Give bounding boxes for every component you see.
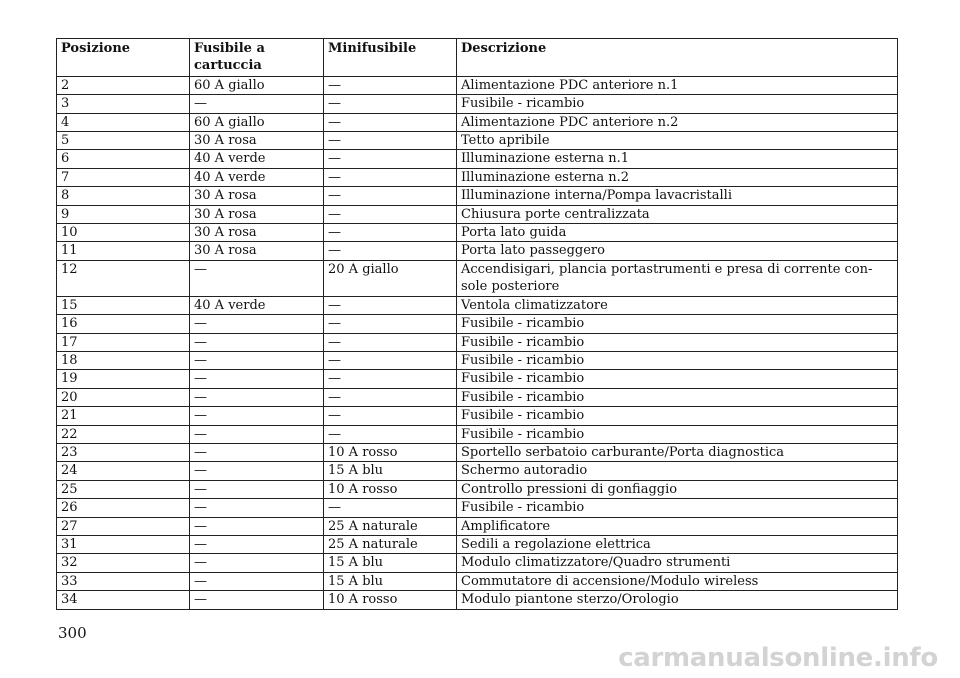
cell-mini-fuse: — [324, 187, 457, 205]
cell-description: Illuminazione esterna n.1 [457, 150, 898, 168]
cell-position: 8 [57, 187, 190, 205]
cell-cartridge-fuse: 30 A rosa [190, 187, 324, 205]
table-row [57, 205, 898, 223]
cell-mini-fuse: — [324, 499, 457, 517]
cell-position: 20 [57, 388, 190, 406]
cell-description: Sportello serbatoio carburante/Porta diagnostica [457, 443, 898, 461]
cell-description: Sedili a regolazione elettrica [457, 535, 898, 553]
table-row [57, 499, 898, 517]
cell-mini-fuse: 25 A naturale [324, 535, 457, 553]
cell-mini-fuse: 10 A rosso [324, 480, 457, 498]
cell-description: Modulo climatizzatore/Quadro strumenti [457, 554, 898, 572]
cell-position: 7 [57, 168, 190, 186]
cell-description: Fusibile - ricambio [457, 388, 898, 406]
table-row [57, 554, 898, 572]
cell-cartridge-fuse: — [190, 425, 324, 443]
cell-mini-fuse: — [324, 242, 457, 260]
table-row [57, 425, 898, 443]
cell-position: 3 [57, 95, 190, 113]
cell-mini-fuse: 15 A blu [324, 572, 457, 590]
header-description: Descrizione [457, 39, 898, 77]
table-row [57, 333, 898, 351]
cell-mini-fuse: — [324, 113, 457, 131]
cell-position: 21 [57, 407, 190, 425]
table-row [57, 187, 898, 205]
table-row [57, 572, 898, 590]
table-row [57, 351, 898, 369]
cell-position: 24 [57, 462, 190, 480]
cell-position: 17 [57, 333, 190, 351]
cell-position: 6 [57, 150, 190, 168]
cell-position: 5 [57, 132, 190, 150]
table-row [57, 95, 898, 113]
cell-position: 32 [57, 554, 190, 572]
table-row [57, 224, 898, 242]
header-position: Posizione [57, 39, 190, 77]
cell-position: 2 [57, 76, 190, 94]
watermark-logo: carmanualsonline.info [618, 643, 938, 673]
cell-mini-fuse: — [324, 425, 457, 443]
cell-description: Illuminazione interna/Pompa lavacristalli [457, 187, 898, 205]
header-mini-fuse: Minifusibile [324, 39, 457, 77]
cell-mini-fuse: — [324, 388, 457, 406]
cell-cartridge-fuse: — [190, 554, 324, 572]
table-row [57, 315, 898, 333]
cell-description: Chiusura porte centralizzata [457, 205, 898, 223]
table-row [57, 260, 898, 296]
cell-mini-fuse: — [324, 224, 457, 242]
cell-cartridge-fuse: — [190, 462, 324, 480]
cell-description: Fusibile - ricambio [457, 95, 898, 113]
cell-mini-fuse: — [324, 132, 457, 150]
cell-mini-fuse: — [324, 315, 457, 333]
cell-cartridge-fuse: — [190, 517, 324, 535]
cell-mini-fuse: — [324, 351, 457, 369]
cell-description: Commutatore di accensione/Modulo wireless [457, 572, 898, 590]
table-row [57, 407, 898, 425]
cell-description: Fusibile - ricambio [457, 407, 898, 425]
cell-cartridge-fuse: 30 A rosa [190, 224, 324, 242]
cell-description: Fusibile - ricambio [457, 315, 898, 333]
fuse-table [56, 38, 898, 610]
cell-cartridge-fuse: — [190, 370, 324, 388]
cell-position: 10 [57, 224, 190, 242]
table-header-row [57, 39, 898, 77]
cell-mini-fuse: — [324, 76, 457, 94]
cell-description: Controllo pressioni di gonfiaggio [457, 480, 898, 498]
table-row [57, 242, 898, 260]
cell-cartridge-fuse: 60 A giallo [190, 113, 324, 131]
cell-cartridge-fuse: — [190, 351, 324, 369]
cell-cartridge-fuse: — [190, 591, 324, 609]
table-row [57, 388, 898, 406]
cell-cartridge-fuse: 30 A rosa [190, 205, 324, 223]
cell-description: Modulo piantone sterzo/Orologio [457, 591, 898, 609]
cell-description: Fusibile - ricambio [457, 499, 898, 517]
cell-position: 34 [57, 591, 190, 609]
table-row [57, 370, 898, 388]
table-row [57, 113, 898, 131]
cell-description: Fusibile - ricambio [457, 351, 898, 369]
cell-position: 11 [57, 242, 190, 260]
cell-description: Fusibile - ricambio [457, 370, 898, 388]
cell-cartridge-fuse: — [190, 407, 324, 425]
cell-position: 33 [57, 572, 190, 590]
cell-position: 12 [57, 260, 190, 296]
cell-mini-fuse: 20 A giallo [324, 260, 457, 296]
cell-position: 26 [57, 499, 190, 517]
cell-mini-fuse: — [324, 407, 457, 425]
cell-description: Fusibile - ricambio [457, 333, 898, 351]
cell-description: Illuminazione esterna n.2 [457, 168, 898, 186]
cell-cartridge-fuse: — [190, 499, 324, 517]
cell-cartridge-fuse: — [190, 480, 324, 498]
cell-position: 9 [57, 205, 190, 223]
cell-description: Fusibile - ricambio [457, 425, 898, 443]
cell-description: Alimentazione PDC anteriore n.2 [457, 113, 898, 131]
cell-cartridge-fuse: — [190, 572, 324, 590]
cell-description: Amplificatore [457, 517, 898, 535]
table-row [57, 591, 898, 609]
table-row [57, 443, 898, 461]
table-row [57, 296, 898, 314]
cell-cartridge-fuse: — [190, 535, 324, 553]
cell-cartridge-fuse: — [190, 388, 324, 406]
table-row [57, 150, 898, 168]
cell-mini-fuse: 25 A naturale [324, 517, 457, 535]
cell-cartridge-fuse: 30 A rosa [190, 242, 324, 260]
cell-mini-fuse: — [324, 333, 457, 351]
cell-position: 27 [57, 517, 190, 535]
cell-description: Porta lato guida [457, 224, 898, 242]
cell-description: Alimentazione PDC anteriore n.1 [457, 76, 898, 94]
cell-cartridge-fuse: 40 A verde [190, 168, 324, 186]
cell-cartridge-fuse: — [190, 315, 324, 333]
cell-cartridge-fuse: — [190, 443, 324, 461]
cell-cartridge-fuse: 40 A verde [190, 296, 324, 314]
cell-cartridge-fuse: — [190, 260, 324, 296]
cell-cartridge-fuse: — [190, 95, 324, 113]
cell-mini-fuse: 10 A rosso [324, 591, 457, 609]
table-row [57, 132, 898, 150]
cell-description: Accendisigari, plancia portastrumenti e presa di corrente con- sole posteriore [457, 260, 898, 296]
cell-mini-fuse: 15 A blu [324, 462, 457, 480]
table-row [57, 480, 898, 498]
cell-mini-fuse: 15 A blu [324, 554, 457, 572]
cell-mini-fuse: — [324, 370, 457, 388]
cell-mini-fuse: — [324, 150, 457, 168]
table-body [57, 76, 898, 609]
cell-position: 4 [57, 113, 190, 131]
cell-mini-fuse: 10 A rosso [324, 443, 457, 461]
cell-position: 23 [57, 443, 190, 461]
cell-position: 31 [57, 535, 190, 553]
cell-description: Porta lato passeggero [457, 242, 898, 260]
cell-cartridge-fuse: — [190, 333, 324, 351]
table-row [57, 462, 898, 480]
table-row [57, 535, 898, 553]
cell-mini-fuse: — [324, 95, 457, 113]
cell-position: 15 [57, 296, 190, 314]
cell-mini-fuse: — [324, 296, 457, 314]
cell-position: 25 [57, 480, 190, 498]
cell-description: Schermo autoradio [457, 462, 898, 480]
cell-position: 22 [57, 425, 190, 443]
cell-position: 19 [57, 370, 190, 388]
cell-cartridge-fuse: 60 A giallo [190, 76, 324, 94]
cell-position: 18 [57, 351, 190, 369]
cell-mini-fuse: — [324, 205, 457, 223]
table-row [57, 517, 898, 535]
cell-mini-fuse: — [324, 168, 457, 186]
cell-description: Tetto apribile [457, 132, 898, 150]
header-cartridge-fuse: Fusibile a cartuccia [190, 39, 324, 77]
table-row [57, 168, 898, 186]
cell-cartridge-fuse: 30 A rosa [190, 132, 324, 150]
table-row [57, 76, 898, 94]
cell-position: 16 [57, 315, 190, 333]
cell-cartridge-fuse: 40 A verde [190, 150, 324, 168]
page-number: 300 [58, 624, 87, 642]
cell-description: Ventola climatizzatore [457, 296, 898, 314]
